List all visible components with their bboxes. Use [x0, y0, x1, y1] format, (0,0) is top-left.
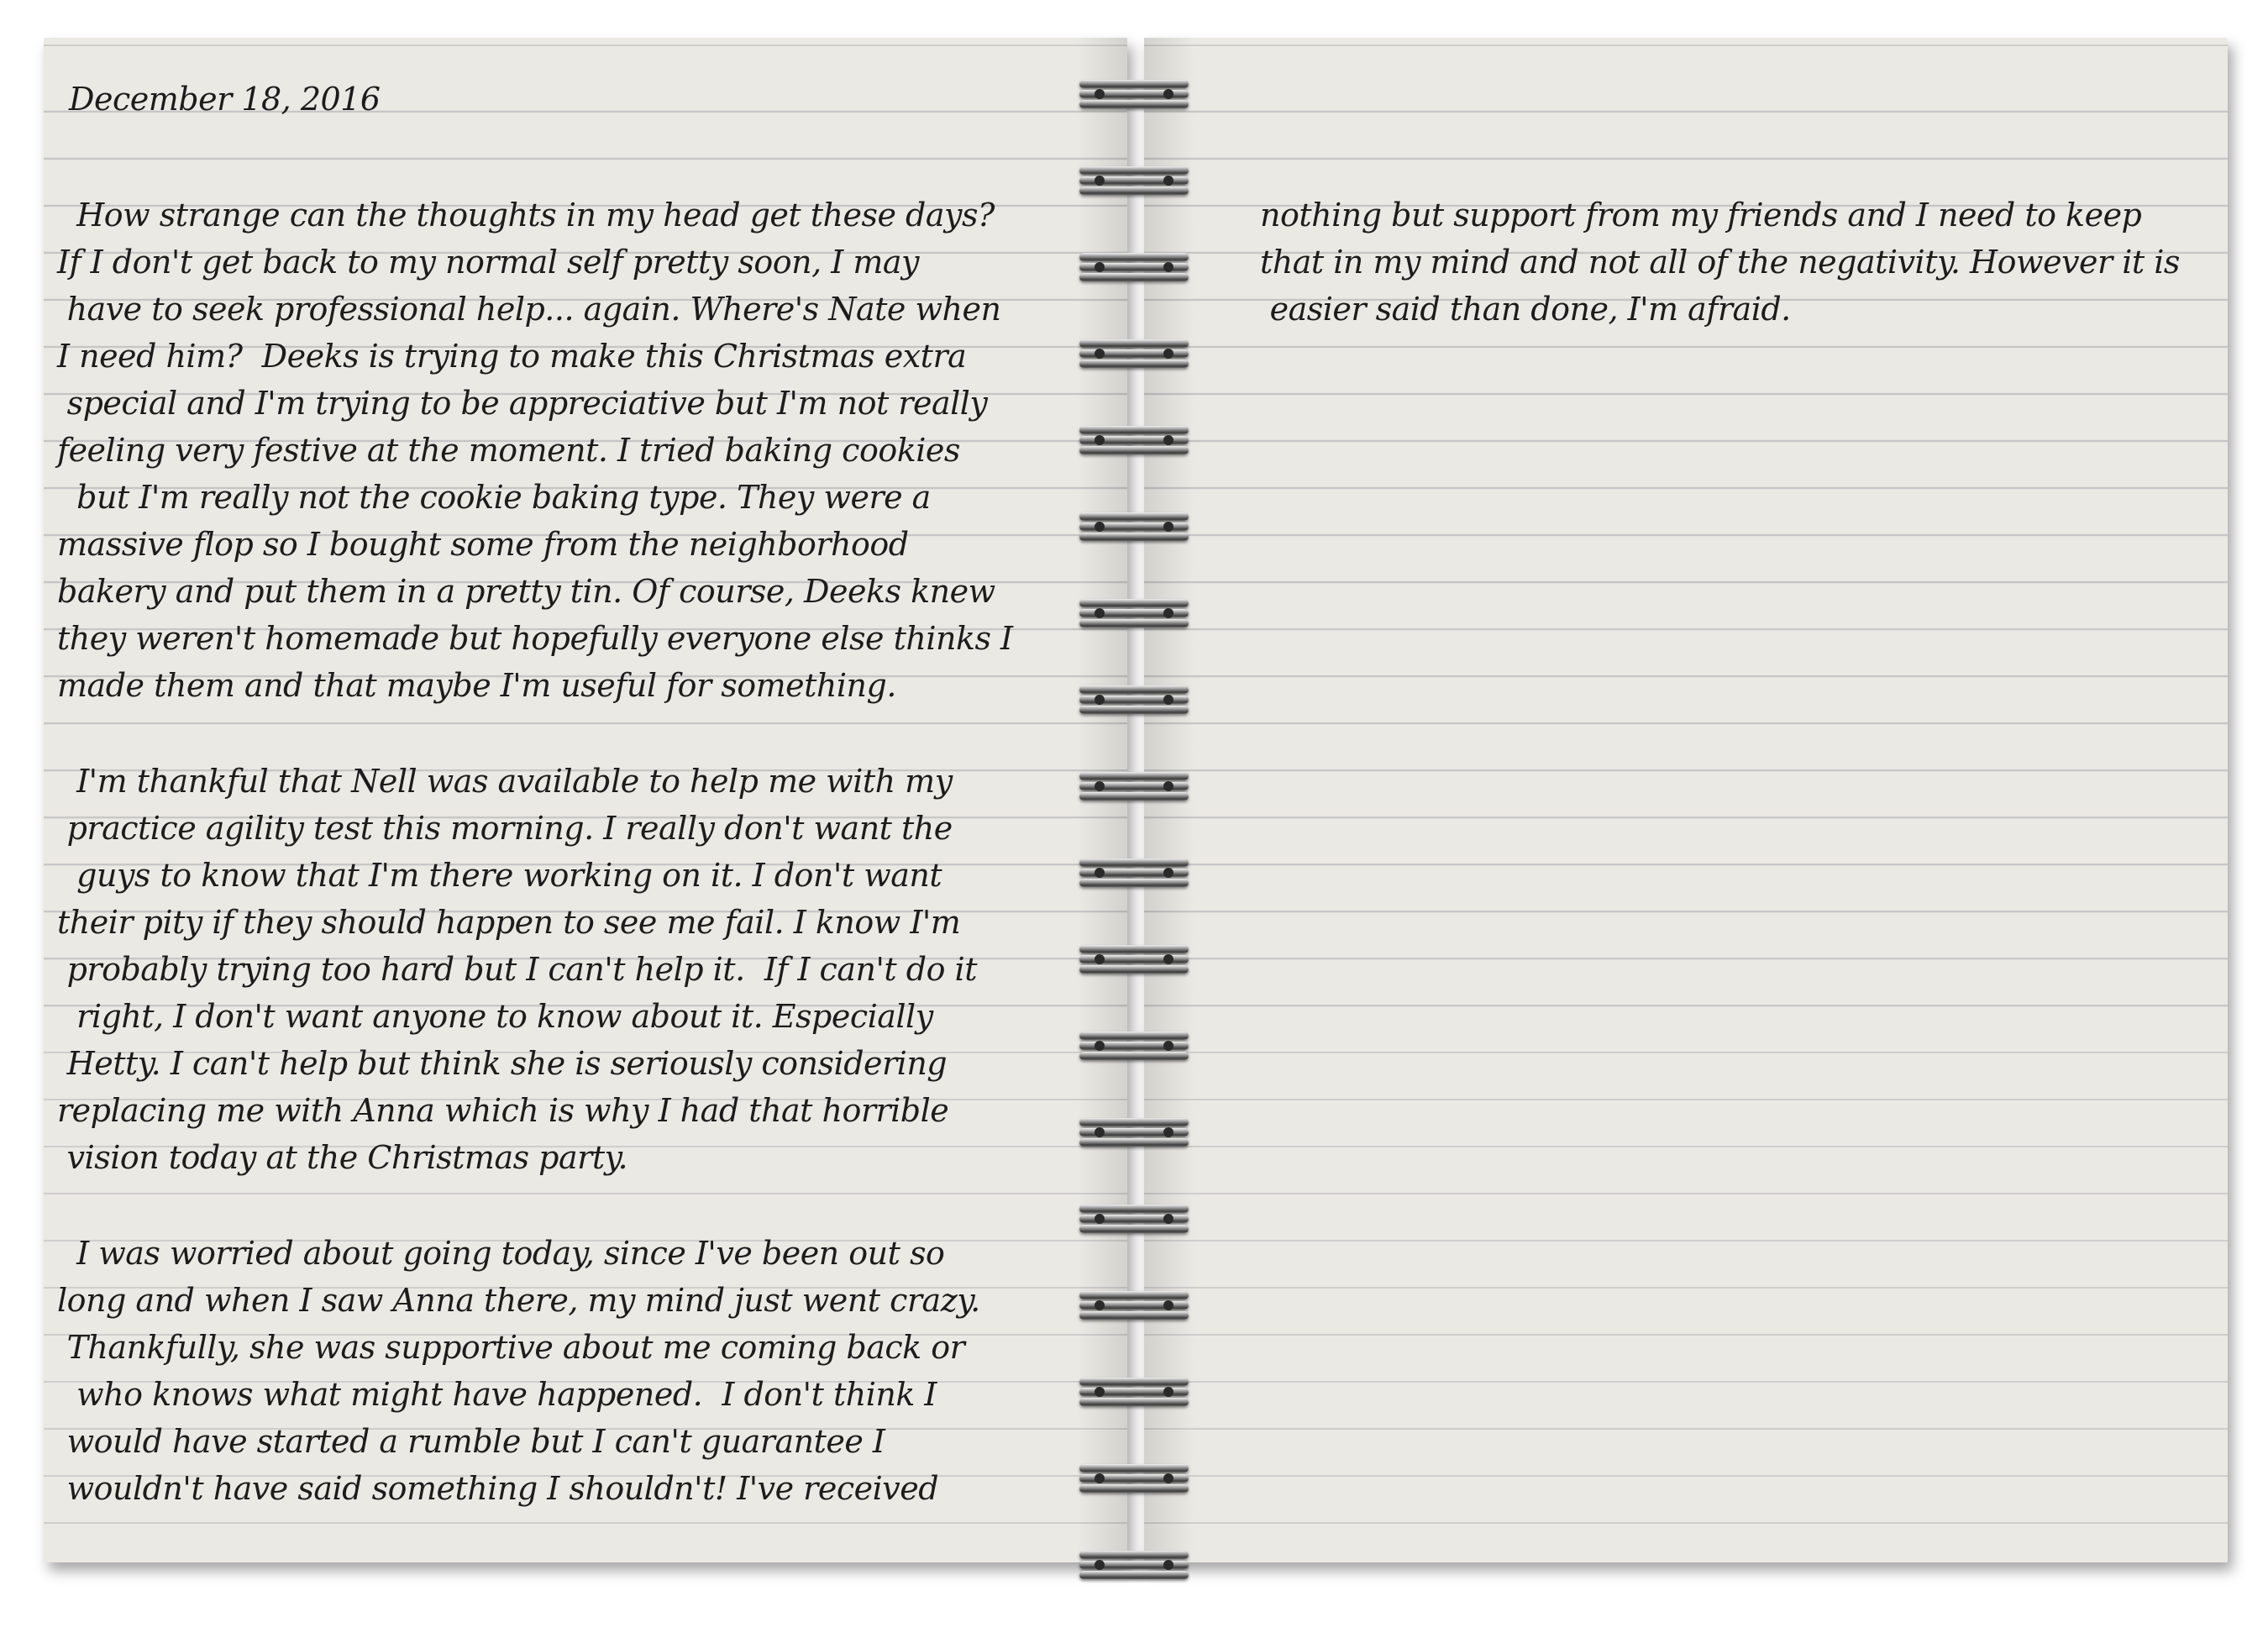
ring-wire [1079, 1571, 1189, 1579]
journal-line: who knows what might have happened. I don't think I [57, 1376, 937, 1413]
ring-wire [1079, 1551, 1189, 1559]
spiral-ring [1079, 772, 1189, 801]
punch-hole [1163, 954, 1173, 964]
punch-hole [1095, 1127, 1105, 1137]
spiral-ring [1079, 253, 1189, 281]
entry-date: December 18, 2016 [69, 81, 381, 118]
ring-wire [1079, 1464, 1189, 1473]
punch-hole [1163, 1560, 1173, 1570]
punch-hole [1095, 954, 1105, 964]
journal-line: How strange can the thoughts in my head get these days? [57, 197, 995, 234]
spiral-ring [1079, 1464, 1189, 1493]
punch-hole [1095, 262, 1105, 272]
ring-wire [1079, 1311, 1189, 1320]
punch-hole [1095, 349, 1105, 359]
journal-line: massive flop so I bought some from the neighborhood [57, 526, 909, 563]
journal-line: replacing me with Anna which is why I had that horrible [57, 1092, 949, 1129]
punch-hole [1095, 1300, 1105, 1310]
punch-hole [1095, 695, 1105, 705]
journal-line: feeling very festive at the moment. I tried baking cookies [57, 432, 960, 469]
ring-wire [1079, 1138, 1189, 1147]
ring-wire [1079, 1052, 1189, 1060]
ring-wire [1079, 879, 1189, 887]
journal-line: right, I don't want anyone to know about it. Especially [57, 998, 933, 1035]
journal-line: I'm thankful that Nell was available to help me with my [57, 763, 953, 800]
journal-line: If I don't get back to my normal self pretty soon, I may [57, 244, 919, 281]
punch-hole [1095, 868, 1105, 878]
journal-line: wouldn't have said something I shouldn't! I've received [57, 1470, 939, 1507]
punch-hole [1163, 781, 1173, 791]
punch-hole [1095, 1387, 1105, 1397]
ring-wire [1079, 166, 1189, 175]
ring-wire [1079, 446, 1189, 454]
spiral-ring [1079, 166, 1189, 195]
ring-wire [1079, 945, 1189, 953]
spiral-ring [1079, 1032, 1189, 1060]
ring-wire [1079, 1205, 1189, 1213]
spiral-ring [1079, 1205, 1189, 1233]
ring-wire [1079, 1225, 1189, 1233]
ring-wire [1079, 1484, 1189, 1493]
journal-line: easier said than done, I'm afraid. [1260, 291, 1791, 328]
ring-wire [1079, 599, 1189, 607]
punch-hole [1163, 1300, 1173, 1310]
punch-hole [1163, 522, 1173, 532]
spiral-ring [1079, 512, 1189, 541]
punch-hole [1163, 608, 1173, 618]
punch-hole [1163, 868, 1173, 878]
journal-line: have to seek professional help... again. Where's Nate when [57, 291, 1001, 328]
ring-wire [1079, 1291, 1189, 1299]
spiral-ring [1079, 945, 1189, 974]
journal-line: Hetty. I can't help but think she is seriously considering [57, 1045, 948, 1082]
journal-line: made them and that maybe I'm useful for something. [57, 667, 896, 704]
journal-line: but I'm really not the cookie baking type. They were a [57, 479, 931, 516]
punch-hole [1095, 522, 1105, 532]
punch-hole [1163, 1127, 1173, 1137]
punch-hole [1163, 695, 1173, 705]
journal-line: bakery and put them in a pretty tin. Of course, Deeks knew [57, 573, 995, 610]
punch-hole [1163, 262, 1173, 272]
journal-line: special and I'm trying to be appreciative but I'm not really [57, 385, 988, 422]
right-page-text [1260, 192, 2180, 333]
punch-hole [1163, 349, 1173, 359]
ring-wire [1079, 360, 1189, 368]
ring-wire [1079, 772, 1189, 780]
journal-line: guys to know that I'm there working on it. I don't want [57, 857, 942, 894]
spiral-ring [1079, 80, 1189, 108]
ring-wire [1079, 186, 1189, 195]
spiral-ring [1079, 685, 1189, 714]
ring-wire [1079, 685, 1189, 694]
spiral-ring [1079, 1118, 1189, 1147]
punch-hole [1163, 1387, 1173, 1397]
journal-line: I need him? Deeks is trying to make this Christmas extra [57, 338, 967, 375]
ring-wire [1079, 619, 1189, 627]
ring-wire [1079, 965, 1189, 974]
spiral-binding [1071, 80, 1197, 1558]
ring-wire [1079, 339, 1189, 348]
punch-hole [1163, 1041, 1173, 1051]
ring-wire [1079, 100, 1189, 108]
journal-line: vision today at the Christmas party. [57, 1139, 628, 1176]
punch-hole [1095, 1214, 1105, 1224]
punch-hole [1095, 781, 1105, 791]
ring-wire [1079, 533, 1189, 541]
journal-line: that in my mind and not all of the negativity. However it is [1260, 244, 2180, 281]
journal-line: probably trying too hard but I can't help it. If I can't do it [57, 951, 977, 988]
punch-hole [1095, 435, 1105, 445]
journal-line: I was worried about going today, since I've been out so [57, 1235, 945, 1272]
punch-hole [1163, 89, 1173, 99]
punch-hole [1095, 1041, 1105, 1051]
punch-hole [1163, 1214, 1173, 1224]
journal-line: nothing but support from my friends and I need to keep [1260, 197, 2142, 234]
journal-line: would have started a rumble but I can't guarantee I [57, 1423, 885, 1460]
ring-wire [1079, 426, 1189, 434]
spiral-ring [1079, 858, 1189, 887]
punch-hole [1163, 1473, 1173, 1483]
ring-wire [1079, 706, 1189, 714]
ring-wire [1079, 1118, 1189, 1126]
spiral-ring [1079, 339, 1189, 368]
ring-wire [1079, 792, 1189, 801]
journal-line: practice agility test this morning. I really don't want the [57, 810, 953, 847]
punch-hole [1095, 89, 1105, 99]
ring-wire [1079, 273, 1189, 281]
journal-paragraph-2 [57, 758, 977, 1181]
spiral-ring [1079, 1291, 1189, 1320]
ring-wire [1079, 1378, 1189, 1386]
journal-paragraph-3 [57, 1230, 980, 1512]
spiral-ring [1079, 1551, 1189, 1579]
ring-wire [1079, 1032, 1189, 1040]
punch-hole [1095, 1473, 1105, 1483]
journal-line: they weren't homemade but hopefully everyone else thinks I [57, 620, 1013, 657]
journal-line: long and when I saw Anna there, my mind just went crazy. [57, 1282, 980, 1319]
punch-hole [1163, 176, 1173, 186]
spiral-ring [1079, 426, 1189, 454]
ring-wire [1079, 512, 1189, 521]
ring-wire [1079, 858, 1189, 867]
punch-hole [1095, 1560, 1105, 1570]
journal-line: their pity if they should happen to see me fail. I know I'm [57, 904, 961, 941]
ring-wire [1079, 253, 1189, 261]
spiral-ring [1079, 599, 1189, 627]
punch-hole [1095, 176, 1105, 186]
ring-wire [1079, 1398, 1189, 1406]
journal-line: Thankfully, she was supportive about me coming back or [57, 1329, 965, 1366]
punch-hole [1095, 608, 1105, 618]
journal-paragraph-1 [57, 192, 1013, 709]
spiral-ring [1079, 1378, 1189, 1406]
punch-hole [1163, 435, 1173, 445]
ring-wire [1079, 80, 1189, 88]
